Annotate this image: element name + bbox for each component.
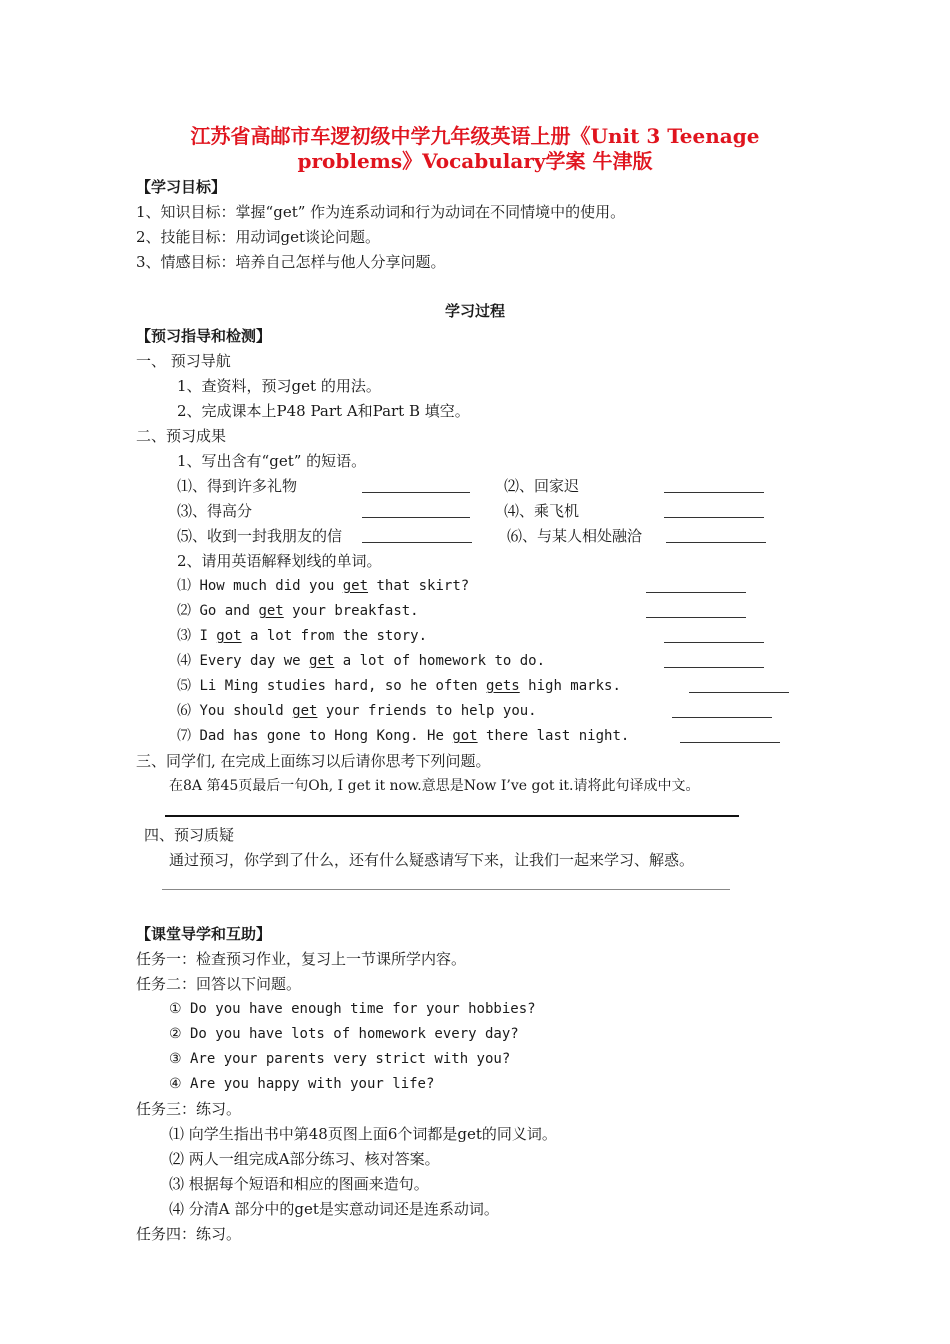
answer-blank[interactable] <box>680 742 780 743</box>
sentence-item: ⑵ Go and get your breakfast. <box>177 603 419 619</box>
section-4-title: 四、预习质疑 <box>144 826 235 844</box>
answer-blank[interactable] <box>646 592 746 593</box>
classroom-heading: 【课堂导学和互助】 <box>136 925 272 943</box>
exercise-item: ⑷ 分清A 部分中的get是实意动词还是连系动词。 <box>169 1200 499 1218</box>
phrases-question: 1、写出含有“get” 的短语。 <box>177 452 367 470</box>
sentence-item: ⑹ You should get your friends to help you. <box>177 703 537 719</box>
task-4: 任务四：练习。 <box>136 1225 242 1243</box>
underlined-word: get <box>342 578 369 594</box>
goal-item: 3、情感目标：培养自己怎样与他人分享问题。 <box>136 253 446 271</box>
phrase-prompt: ⑶、得高分 <box>177 502 253 520</box>
question-item: ④ Are you happy with your life? <box>169 1076 435 1092</box>
process-title: 学习过程 <box>444 302 505 320</box>
phrase-prompt: ⑵、回家迟 <box>504 477 580 495</box>
phrase-prompt: ⑸、收到一封我朋友的信 <box>177 527 343 545</box>
section-1-item: 1、查资料，预习get 的用法。 <box>177 377 381 395</box>
phrase-prompt: ⑷、乘飞机 <box>504 502 580 520</box>
task-3: 任务三：练习。 <box>136 1100 242 1118</box>
task-2: 任务二：回答以下问题。 <box>136 975 302 993</box>
section-1-title: 一、 预习导航 <box>136 352 231 370</box>
answer-blank[interactable] <box>672 717 772 718</box>
section-1-item: 2、完成课本上P48 Part A和Part B 填空。 <box>177 402 470 420</box>
question-item: ③ Are your parents very strict with you? <box>169 1051 511 1067</box>
document-title-line-2: problems》Vocabulary学案 牛津版 <box>297 149 653 173</box>
answer-blank[interactable] <box>664 492 764 493</box>
answer-blank[interactable] <box>646 617 746 618</box>
preview-heading: 【预习指导和检测】 <box>136 327 272 345</box>
sentence-item: ⑸ Li Ming studies hard, so he often gets high marks. <box>177 678 621 694</box>
answer-blank[interactable] <box>664 517 764 518</box>
sentence-item: ⑷ Every day we get a lot of homework to do. <box>177 653 546 669</box>
sentence-item: ⑶ I got a lot from the story. <box>177 628 428 644</box>
question-item: ① Do you have enough time for your hobbies? <box>169 1001 536 1017</box>
explain-question: 2、请用英语解释划线的单词。 <box>177 552 382 570</box>
answer-blank[interactable] <box>362 492 470 493</box>
exercise-item: ⑵ 两人一组完成A部分练习、核对答案。 <box>169 1150 440 1168</box>
answer-blank[interactable] <box>666 542 766 543</box>
underlined-word: got <box>216 628 242 644</box>
answer-blank[interactable] <box>689 692 789 693</box>
underlined-word: get <box>292 703 318 719</box>
section-4-text: 通过预习，你学到了什么，还有什么疑惑请写下来，让我们一起来学习、解惑。 <box>169 851 695 869</box>
sentence-item: ⑺ Dad has gone to Hong Kong. He got there last night. <box>177 728 630 744</box>
document-title-line-1: 江苏省高邮市车逻初级中学九年级英语上册《Unit 3 Teenage <box>190 124 760 148</box>
questions-answer-line[interactable] <box>162 889 730 890</box>
task-1: 任务一：检查预习作业，复习上一节课所学内容。 <box>136 950 467 968</box>
goal-item: 1、知识目标：掌握“get” 作为连系动词和行为动词在不同情境中的使用。 <box>136 203 626 221</box>
underlined-word: gets <box>486 678 520 694</box>
section-3-title: 三、同学们, 在完成上面练习以后请你思考下列问题。 <box>136 752 491 770</box>
exercise-item: ⑴ 向学生指出书中第48页图上面6个词都是get的同义词。 <box>169 1125 557 1143</box>
underlined-word: get <box>309 653 335 669</box>
answer-blank[interactable] <box>362 517 470 518</box>
section-2-title: 二、预习成果 <box>136 427 227 445</box>
exercise-item: ⑶ 根据每个短语和相应的图画来造句。 <box>169 1175 429 1193</box>
phrase-prompt: ⑹、与某人相处融洽 <box>507 527 643 545</box>
section-3-text: 在8A 第45页最后一句Oh, I get it now.意思是Now I’ve got it.请将此句译成中文。 <box>169 778 700 794</box>
goals-heading: 【学习目标】 <box>136 178 227 196</box>
answer-blank[interactable] <box>362 542 472 543</box>
phrase-prompt: ⑴、得到许多礼物 <box>177 477 298 495</box>
translation-answer-line[interactable] <box>165 815 739 817</box>
answer-blank[interactable] <box>664 667 764 668</box>
goal-item: 2、技能目标：用动词get谈论问题。 <box>136 228 381 246</box>
underlined-word: get <box>258 603 284 619</box>
underlined-word: got <box>452 728 478 744</box>
sentence-item: ⑴ How much did you get that skirt? <box>177 578 470 594</box>
answer-blank[interactable] <box>664 642 764 643</box>
question-item: ② Do you have lots of homework every day? <box>169 1026 519 1042</box>
